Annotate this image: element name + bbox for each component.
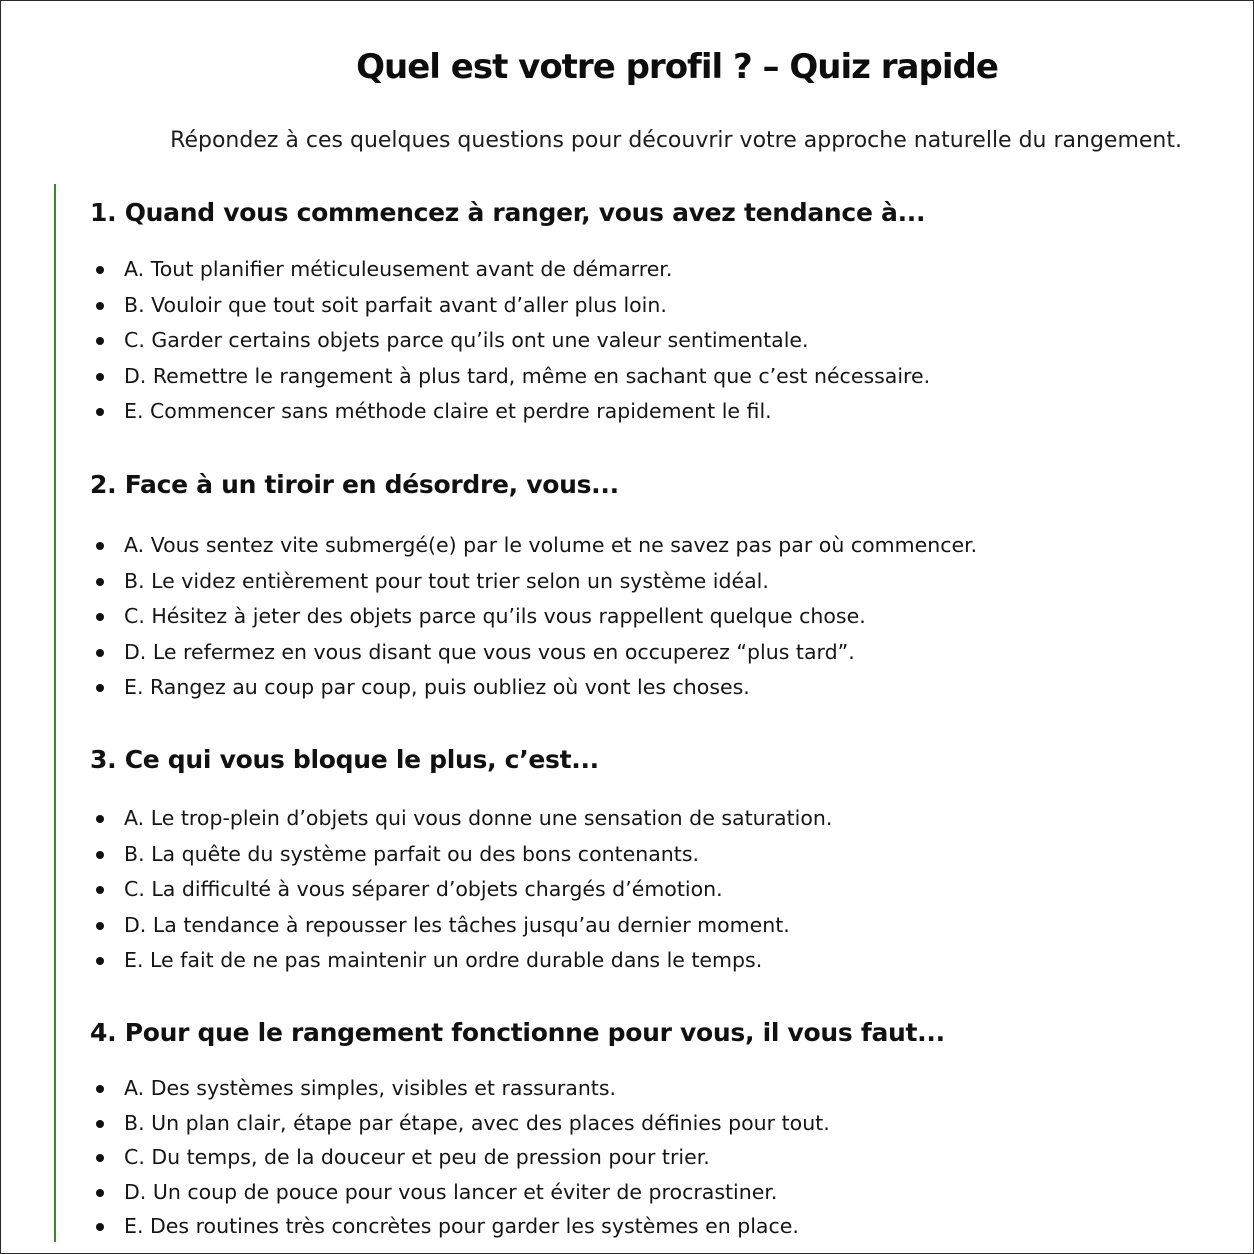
option-d: D. Remettre le rangement à plus tard, même en sachant que c’est nécessaire.	[90, 359, 1214, 395]
option-c: C. Du temps, de la douceur et peu de pression pour trier.	[90, 1140, 1214, 1175]
option-d: D. Un coup de pouce pour vous lancer et éviter de procrastiner.	[90, 1175, 1214, 1210]
option-list	[90, 801, 1214, 979]
option-a: A. Le trop-plein d’objets qui vous donne une sensation de saturation.	[90, 801, 1214, 837]
option-b: B. Vouloir que tout soit parfait avant d’aller plus loin.	[90, 288, 1214, 324]
option-c: C. Garder certains objets parce qu’ils ont une valeur sentimentale.	[90, 323, 1214, 359]
option-d: D. La tendance à repousser les tâches jusqu’au dernier moment.	[90, 908, 1214, 944]
option-a: A. Tout planifier méticuleusement avant de démarrer.	[90, 252, 1214, 288]
option-list	[90, 1071, 1214, 1244]
option-list	[90, 252, 1214, 430]
page-subtitle: Répondez à ces quelques questions pour découvrir votre approche naturelle du rangement.	[170, 128, 1182, 153]
option-c: C. Hésitez à jeter des objets parce qu’ils vous rappellent quelque chose.	[90, 599, 1214, 635]
question-title: 3. Ce qui vous bloque le plus, c’est...	[90, 745, 599, 774]
option-b: B. Un plan clair, étape par étape, avec des places définies pour tout.	[90, 1106, 1214, 1141]
question-2	[90, 468, 1214, 706]
option-a: A. Vous sentez vite submergé(e) par le volume et ne savez pas par où commencer.	[90, 528, 1214, 564]
option-b: B. Le videz entièrement pour tout trier selon un système idéal.	[90, 564, 1214, 600]
option-e: E. Commencer sans méthode claire et perdre rapidement le fil.	[90, 394, 1214, 430]
question-1	[90, 196, 1214, 430]
option-d: D. Le refermez en vous disant que vous vous en occuperez “plus tard”.	[90, 635, 1214, 671]
option-list	[90, 528, 1214, 706]
question-title: 1. Quand vous commencez à ranger, vous avez tendance à...	[90, 198, 926, 227]
option-e: E. Le fait de ne pas maintenir un ordre durable dans le temps.	[90, 943, 1214, 979]
question-title: 4. Pour que le rangement fonctionne pour vous, il vous faut...	[90, 1018, 945, 1047]
option-e: E. Rangez au coup par coup, puis oubliez où vont les choses.	[90, 670, 1214, 706]
option-e: E. Des routines très concrètes pour garder les systèmes en place.	[90, 1209, 1214, 1244]
option-a: A. Des systèmes simples, visibles et rassurants.	[90, 1071, 1214, 1106]
page-title: Quel est votre profil ? – Quiz rapide	[356, 47, 998, 87]
question-4	[90, 1016, 1214, 1244]
option-c: C. La difficulté à vous séparer d’objets chargés d’émotion.	[90, 872, 1214, 908]
question-3	[90, 743, 1214, 979]
accent-bar	[54, 184, 56, 1242]
option-b: B. La quête du système parfait ou des bons contenants.	[90, 837, 1214, 873]
question-title: 2. Face à un tiroir en désordre, vous...	[90, 470, 619, 499]
